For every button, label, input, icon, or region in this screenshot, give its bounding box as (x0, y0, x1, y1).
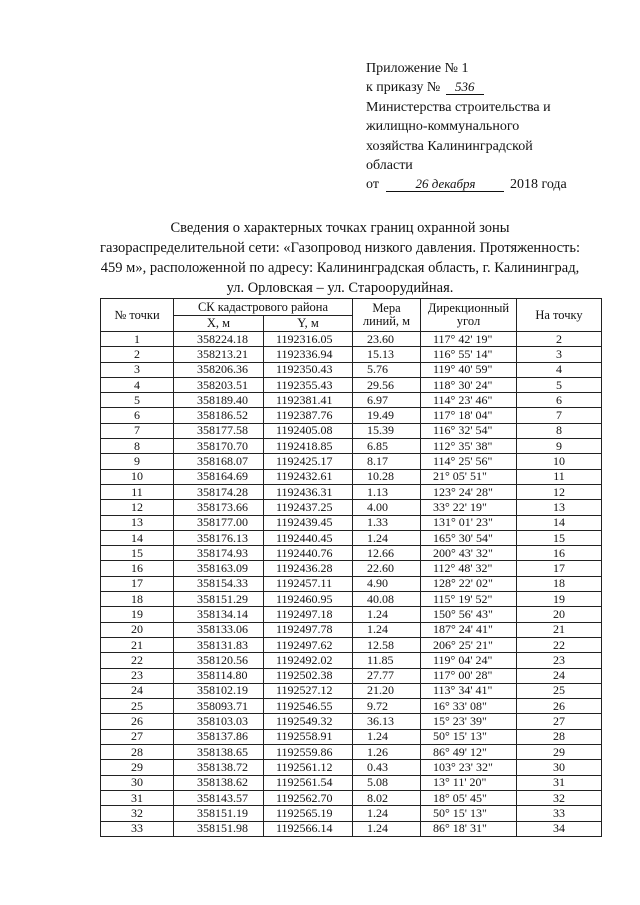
cell-measure: 15.13 (353, 347, 421, 362)
table-row (101, 637, 602, 652)
header-y: Y, м (264, 316, 353, 332)
cell-point: 33 (101, 821, 174, 836)
cell-angle: 119° 04' 24" (421, 653, 517, 668)
cell-to-point: 26 (517, 699, 602, 714)
cell-angle: 114° 25' 56" (421, 454, 517, 469)
cell-to-point: 25 (517, 683, 602, 698)
date-prefix: от (366, 177, 379, 193)
cell-x: 358174.28 (174, 484, 264, 499)
cell-point: 25 (101, 699, 174, 714)
cell-angle: 200° 43' 32" (421, 546, 517, 561)
cell-point: 20 (101, 622, 174, 637)
cell-point: 3 (101, 362, 174, 377)
title-line-4: ул. Орловская – ул. Староорудийная. (226, 280, 454, 296)
cell-point: 29 (101, 760, 174, 775)
table-row (101, 454, 602, 469)
cell-to-point: 32 (517, 790, 602, 805)
cell-angle: 206° 25' 21" (421, 637, 517, 652)
cell-measure: 15.39 (353, 423, 421, 438)
header-direction (421, 299, 517, 332)
cell-x: 358177.58 (174, 423, 264, 438)
cell-measure: 8.02 (353, 790, 421, 805)
cell-y: 1192316.05 (264, 332, 353, 347)
cell-measure: 12.58 (353, 637, 421, 652)
cell-to-point: 16 (517, 546, 602, 561)
cell-x: 358163.09 (174, 561, 264, 576)
cell-angle: 119° 40' 59" (421, 362, 517, 377)
cell-y: 1192549.32 (264, 714, 353, 729)
cell-measure: 23.60 (353, 332, 421, 347)
table-row (101, 714, 602, 729)
table-row (101, 653, 602, 668)
cell-angle: 117° 00' 28" (421, 668, 517, 683)
table-row (101, 760, 602, 775)
cell-x: 358137.86 (174, 729, 264, 744)
cell-angle: 116° 55' 14" (421, 347, 517, 362)
cell-measure: 9.72 (353, 699, 421, 714)
cell-x: 358151.98 (174, 821, 264, 836)
cell-to-point: 18 (517, 576, 602, 591)
cell-to-point: 19 (517, 592, 602, 607)
cell-to-point: 27 (517, 714, 602, 729)
cell-measure: 8.17 (353, 454, 421, 469)
cell-measure: 12.66 (353, 546, 421, 561)
cell-angle: 187° 24' 41" (421, 622, 517, 637)
cell-to-point: 6 (517, 393, 602, 408)
cell-x: 358213.21 (174, 347, 264, 362)
table-row (101, 790, 602, 805)
ministry-line-2: жилищно-коммунального (366, 119, 520, 135)
cell-to-point: 11 (517, 469, 602, 484)
header-sk: СК кадастрового района (174, 299, 353, 316)
cell-measure: 27.77 (353, 668, 421, 683)
cell-y: 1192336.94 (264, 347, 353, 362)
order-number: 536 (446, 79, 484, 95)
header-to-point: На точку (517, 299, 602, 332)
table-row (101, 393, 602, 408)
cell-point: 32 (101, 806, 174, 821)
cell-measure: 21.20 (353, 683, 421, 698)
table-row (101, 821, 602, 836)
order-prefix: к приказу № (366, 80, 441, 96)
title-line-3: 459 м», расположенной по адресу: Калининградская область, г. Калининград, (100, 260, 580, 276)
cell-y: 1192497.62 (264, 637, 353, 652)
date-suffix: 2018 года (509, 177, 567, 193)
table-row (101, 561, 602, 576)
cell-to-point: 22 (517, 637, 602, 652)
table-row (101, 607, 602, 622)
cell-y: 1192460.95 (264, 592, 353, 607)
cell-angle: 118° 30' 24" (421, 377, 517, 392)
cell-point: 24 (101, 683, 174, 698)
document-title (70, 218, 610, 298)
cell-measure: 10.28 (353, 469, 421, 484)
header-measure-l2: линий, м (362, 314, 411, 328)
title-line-2: газораспределительной сети: «Газопровод низкого давления. Протяженность: (100, 240, 580, 256)
cell-point: 17 (101, 576, 174, 591)
cell-point: 30 (101, 775, 174, 790)
cell-measure: 1.24 (353, 607, 421, 622)
table-row (101, 668, 602, 683)
cell-y: 1192432.61 (264, 469, 353, 484)
cell-y: 1192561.12 (264, 760, 353, 775)
cell-x: 358138.62 (174, 775, 264, 790)
cell-angle: 131° 01' 23" (421, 515, 517, 530)
cell-point: 8 (101, 439, 174, 454)
cell-angle: 112° 35' 38" (421, 439, 517, 454)
cell-angle: 21° 05' 51" (421, 469, 517, 484)
cell-angle: 18° 05' 45" (421, 790, 517, 805)
cell-x: 358151.19 (174, 806, 264, 821)
cell-y: 1192436.28 (264, 561, 353, 576)
cell-angle: 103° 23' 32" (421, 760, 517, 775)
cell-y: 1192565.19 (264, 806, 353, 821)
table-row (101, 683, 602, 698)
cell-point: 27 (101, 729, 174, 744)
ministry-line-3: хозяйства Калининградской (366, 138, 533, 154)
cell-angle: 123° 24' 28" (421, 484, 517, 499)
table-row (101, 546, 602, 561)
table-row (101, 408, 602, 423)
cell-measure: 5.08 (353, 775, 421, 790)
cell-y: 1192350.43 (264, 362, 353, 377)
cell-x: 358170.70 (174, 439, 264, 454)
cell-to-point: 3 (517, 347, 602, 362)
cell-y: 1192566.14 (264, 821, 353, 836)
cell-point: 11 (101, 484, 174, 499)
table-row (101, 622, 602, 637)
cell-to-point: 21 (517, 622, 602, 637)
cell-to-point: 34 (517, 821, 602, 836)
cell-measure: 4.00 (353, 500, 421, 515)
cell-measure: 4.90 (353, 576, 421, 591)
cell-to-point: 4 (517, 362, 602, 377)
cell-y: 1192497.78 (264, 622, 353, 637)
cell-to-point: 33 (517, 806, 602, 821)
cell-x: 358138.72 (174, 760, 264, 775)
cell-to-point: 15 (517, 530, 602, 545)
title-line-1: Сведения о характерных точках границ охранной зоны (170, 220, 510, 236)
cell-to-point: 30 (517, 760, 602, 775)
cell-point: 18 (101, 592, 174, 607)
cell-x: 358154.33 (174, 576, 264, 591)
cell-x: 358143.57 (174, 790, 264, 805)
cell-to-point: 24 (517, 668, 602, 683)
cell-angle: 113° 34' 41" (421, 683, 517, 698)
table-row (101, 806, 602, 821)
ministry-line-4: области (366, 158, 413, 174)
cell-angle: 115° 19' 52" (421, 592, 517, 607)
cell-y: 1192425.17 (264, 454, 353, 469)
cell-angle: 112° 48' 32" (421, 561, 517, 576)
table-row (101, 377, 602, 392)
cell-to-point: 8 (517, 423, 602, 438)
cell-angle: 165° 30' 54" (421, 530, 517, 545)
cell-angle: 116° 32' 54" (421, 423, 517, 438)
cell-y: 1192405.08 (264, 423, 353, 438)
cell-angle: 117° 42' 19" (421, 332, 517, 347)
cell-measure: 1.24 (353, 806, 421, 821)
table-row (101, 362, 602, 377)
cell-point: 12 (101, 500, 174, 515)
table-row (101, 729, 602, 744)
cell-point: 1 (101, 332, 174, 347)
cell-y: 1192559.86 (264, 745, 353, 760)
cell-y: 1192440.45 (264, 530, 353, 545)
cell-x: 358133.06 (174, 622, 264, 637)
cell-x: 358177.00 (174, 515, 264, 530)
header-x: X, м (174, 316, 264, 332)
cell-point: 6 (101, 408, 174, 423)
cell-y: 1192457.11 (264, 576, 353, 591)
cell-x: 358120.56 (174, 653, 264, 668)
order-date: 26 декабря (386, 176, 504, 192)
cell-measure: 1.33 (353, 515, 421, 530)
cell-y: 1192355.43 (264, 377, 353, 392)
date-line (366, 175, 606, 194)
cell-y: 1192562.70 (264, 790, 353, 805)
cell-y: 1192492.02 (264, 653, 353, 668)
cell-to-point: 17 (517, 561, 602, 576)
cell-x: 358138.65 (174, 745, 264, 760)
cell-x: 358093.71 (174, 699, 264, 714)
points-table (100, 298, 602, 837)
cell-measure: 36.13 (353, 714, 421, 729)
cell-point: 9 (101, 454, 174, 469)
cell-x: 358164.69 (174, 469, 264, 484)
cell-y: 1192381.41 (264, 393, 353, 408)
cell-angle: 86° 49' 12" (421, 745, 517, 760)
cell-to-point: 2 (517, 332, 602, 347)
order-line (366, 78, 606, 97)
cell-measure: 1.24 (353, 530, 421, 545)
cell-angle: 50° 15' 13" (421, 729, 517, 744)
cell-measure: 29.56 (353, 377, 421, 392)
table-row (101, 515, 602, 530)
header-point: № точки (101, 299, 174, 332)
cell-to-point: 20 (517, 607, 602, 622)
cell-measure: 40.08 (353, 592, 421, 607)
table-row (101, 745, 602, 760)
cell-point: 31 (101, 790, 174, 805)
cell-to-point: 12 (517, 484, 602, 499)
cell-angle: 50° 15' 13" (421, 806, 517, 821)
cell-x: 358186.52 (174, 408, 264, 423)
approval-block (366, 59, 606, 195)
table-row (101, 439, 602, 454)
cell-to-point: 9 (517, 439, 602, 454)
cell-y: 1192437.25 (264, 500, 353, 515)
cell-x: 358168.07 (174, 454, 264, 469)
cell-measure: 1.24 (353, 729, 421, 744)
table-row (101, 469, 602, 484)
cell-y: 1192418.85 (264, 439, 353, 454)
appendix-label: Приложение № 1 (366, 61, 469, 76)
cell-x: 358174.93 (174, 546, 264, 561)
cell-measure: 1.24 (353, 821, 421, 836)
cell-to-point: 13 (517, 500, 602, 515)
cell-x: 358224.18 (174, 332, 264, 347)
cell-point: 19 (101, 607, 174, 622)
cell-x: 358131.83 (174, 637, 264, 652)
cell-point: 15 (101, 546, 174, 561)
cell-y: 1192502.38 (264, 668, 353, 683)
cell-y: 1192527.12 (264, 683, 353, 698)
cell-x: 358103.03 (174, 714, 264, 729)
cell-point: 28 (101, 745, 174, 760)
cell-point: 5 (101, 393, 174, 408)
cell-point: 10 (101, 469, 174, 484)
cell-measure: 6.85 (353, 439, 421, 454)
cell-measure: 19.49 (353, 408, 421, 423)
cell-to-point: 29 (517, 745, 602, 760)
cell-point: 23 (101, 668, 174, 683)
cell-point: 4 (101, 377, 174, 392)
cell-x: 358203.51 (174, 377, 264, 392)
cell-y: 1192546.55 (264, 699, 353, 714)
cell-point: 7 (101, 423, 174, 438)
header-direction-l1: Дирекционный (427, 301, 510, 315)
cell-point: 13 (101, 515, 174, 530)
cell-y: 1192436.31 (264, 484, 353, 499)
cell-y: 1192440.76 (264, 546, 353, 561)
cell-x: 358151.29 (174, 592, 264, 607)
cell-measure: 1.13 (353, 484, 421, 499)
cell-point: 14 (101, 530, 174, 545)
cell-point: 21 (101, 637, 174, 652)
cell-y: 1192439.45 (264, 515, 353, 530)
cell-y: 1192387.76 (264, 408, 353, 423)
cell-y: 1192561.54 (264, 775, 353, 790)
table-row (101, 332, 602, 347)
cell-point: 2 (101, 347, 174, 362)
cell-x: 358176.13 (174, 530, 264, 545)
cell-y: 1192497.18 (264, 607, 353, 622)
table-row (101, 592, 602, 607)
table-row (101, 347, 602, 362)
table-row (101, 576, 602, 591)
header-measure-l1: Мера (372, 301, 401, 315)
cell-point: 16 (101, 561, 174, 576)
cell-to-point: 7 (517, 408, 602, 423)
cell-x: 358134.14 (174, 607, 264, 622)
cell-measure: 5.76 (353, 362, 421, 377)
cell-x: 358206.36 (174, 362, 264, 377)
cell-angle: 86° 18' 31" (421, 821, 517, 836)
cell-measure: 6.97 (353, 393, 421, 408)
table-row (101, 530, 602, 545)
cell-x: 358189.40 (174, 393, 264, 408)
cell-x: 358114.80 (174, 668, 264, 683)
cell-to-point: 10 (517, 454, 602, 469)
cell-angle: 13° 11' 20" (421, 775, 517, 790)
cell-x: 358173.66 (174, 500, 264, 515)
cell-measure: 11.85 (353, 653, 421, 668)
cell-measure: 0.43 (353, 760, 421, 775)
cell-angle: 128° 22' 02" (421, 576, 517, 591)
cell-point: 22 (101, 653, 174, 668)
cell-angle: 16° 33' 08" (421, 699, 517, 714)
table-row (101, 500, 602, 515)
table-row (101, 423, 602, 438)
cell-to-point: 28 (517, 729, 602, 744)
cell-measure: 22.60 (353, 561, 421, 576)
ministry-line-1: Министерства строительства и (366, 99, 551, 115)
cell-angle: 114° 23' 46" (421, 393, 517, 408)
cell-y: 1192558.91 (264, 729, 353, 744)
cell-angle: 15° 23' 39" (421, 714, 517, 729)
cell-point: 26 (101, 714, 174, 729)
cell-angle: 117° 18' 04" (421, 408, 517, 423)
cell-to-point: 23 (517, 653, 602, 668)
table-row (101, 775, 602, 790)
table-row (101, 484, 602, 499)
cell-to-point: 14 (517, 515, 602, 530)
cell-measure: 1.24 (353, 622, 421, 637)
header-direction-l2: угол (456, 314, 481, 328)
cell-measure: 1.26 (353, 745, 421, 760)
cell-to-point: 31 (517, 775, 602, 790)
table-row (101, 699, 602, 714)
cell-angle: 33° 22' 19" (421, 500, 517, 515)
header-measure (353, 299, 421, 332)
cell-to-point: 5 (517, 377, 602, 392)
cell-x: 358102.19 (174, 683, 264, 698)
cell-angle: 150° 56' 43" (421, 607, 517, 622)
